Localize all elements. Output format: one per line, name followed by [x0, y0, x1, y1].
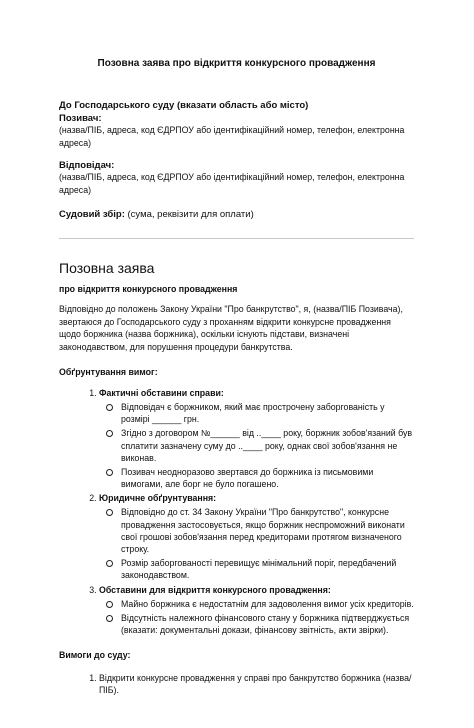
section-divider [59, 238, 414, 239]
intro-paragraph: Відповідно до положень Закону України "Про банкрутство", я, (назва/ПІБ Позивача), звертаюся до Господарського суду з проханням відкрити конкурсне провадження щодо боржника (назва боржника), оскільки існують підстави, визначені законодавством, для порушення процедури банкрутства. [59, 304, 403, 352]
list-item: Позивач неодноразово звертався до боржника із письмовими вимогами, але борг не було погашено. [99, 466, 414, 490]
list-item: Відповідно до ст. 34 Закону України "Про банкрутство", конкурсне провадження застосовується, якщо боржник неспроможний виконати свої грошові зобов'язання перед кредиторами протягом визначеного строку. [99, 506, 414, 555]
defendant-details: (назва/ПІБ, адреса, код ЄДРПОУ або ідентифікаційний номер, телефон, електронна адреса) [59, 172, 405, 195]
defendant-block [59, 160, 414, 197]
basis-title: Обґрунтування вимог: [59, 367, 158, 377]
list-item: Майно боржника є недостатнім для задоволення вимог усіх кредиторів. [99, 598, 414, 610]
claim-heading: Позовна заява [59, 260, 155, 276]
list-item: Відсутність належного фінансового стану у боржника підтверджується (вказати: документальні докази, фінансову звітність, акти звірки). [99, 612, 414, 636]
basis-section [99, 493, 414, 581]
basis-section [99, 585, 414, 637]
court-fee [59, 209, 414, 220]
court-fee-value: (сума, реквізити для оплати) [124, 209, 254, 220]
basis-section-heading: 2. Юридичне обґрунтування: [99, 493, 217, 504]
document-page [0, 58, 474, 728]
plaintiff-details: (назва/ПІБ, адреса, код ЄДРПОУ або ідентифікаційний номер, телефон, електронна адреса) [59, 125, 405, 148]
basis-list [59, 388, 414, 636]
basis-sub-list [99, 598, 414, 637]
court-addressee: До Господарського суду (вказати область або місто) [59, 100, 309, 111]
document-title: Позовна заява про відкриття конкурсного провадження [97, 58, 376, 69]
list-item: Розмір заборгованості перевищує мінімальний поріг, передбачений законодавством. [99, 557, 414, 581]
claim-subtitle: про відкриття конкурсного провадження [59, 284, 238, 294]
claims-list [59, 672, 414, 696]
list-item: 1. Відкрити конкурсне провадження у справі про банкрутство боржника (назва/ПІБ). [99, 672, 414, 696]
court-fee-label: Судовий збір: [59, 209, 125, 220]
claims-title: Вимоги до суду: [59, 650, 131, 661]
plaintiff-label: Позивач: [59, 113, 102, 124]
list-item: Згідно з договором №______ від ..____ року, боржник зобов'язаний був сплатити зазначену суму до ..____ року, однак свої зобов'язання не виконав. [99, 427, 414, 464]
basis-section-heading: 3. Обставини для відкриття конкурсного провадження: [99, 584, 331, 595]
defendant-label: Відповідач: [59, 160, 115, 171]
basis-section [99, 388, 414, 490]
list-item: Відповідач є боржником, який має прострочену заборгованість у розмірі ______ грн. [99, 401, 414, 425]
basis-section-heading: 1. Фактичні обставини справи: [99, 388, 224, 398]
basis-sub-list [99, 506, 414, 581]
basis-sub-list [99, 401, 414, 490]
plaintiff-block [59, 113, 414, 150]
